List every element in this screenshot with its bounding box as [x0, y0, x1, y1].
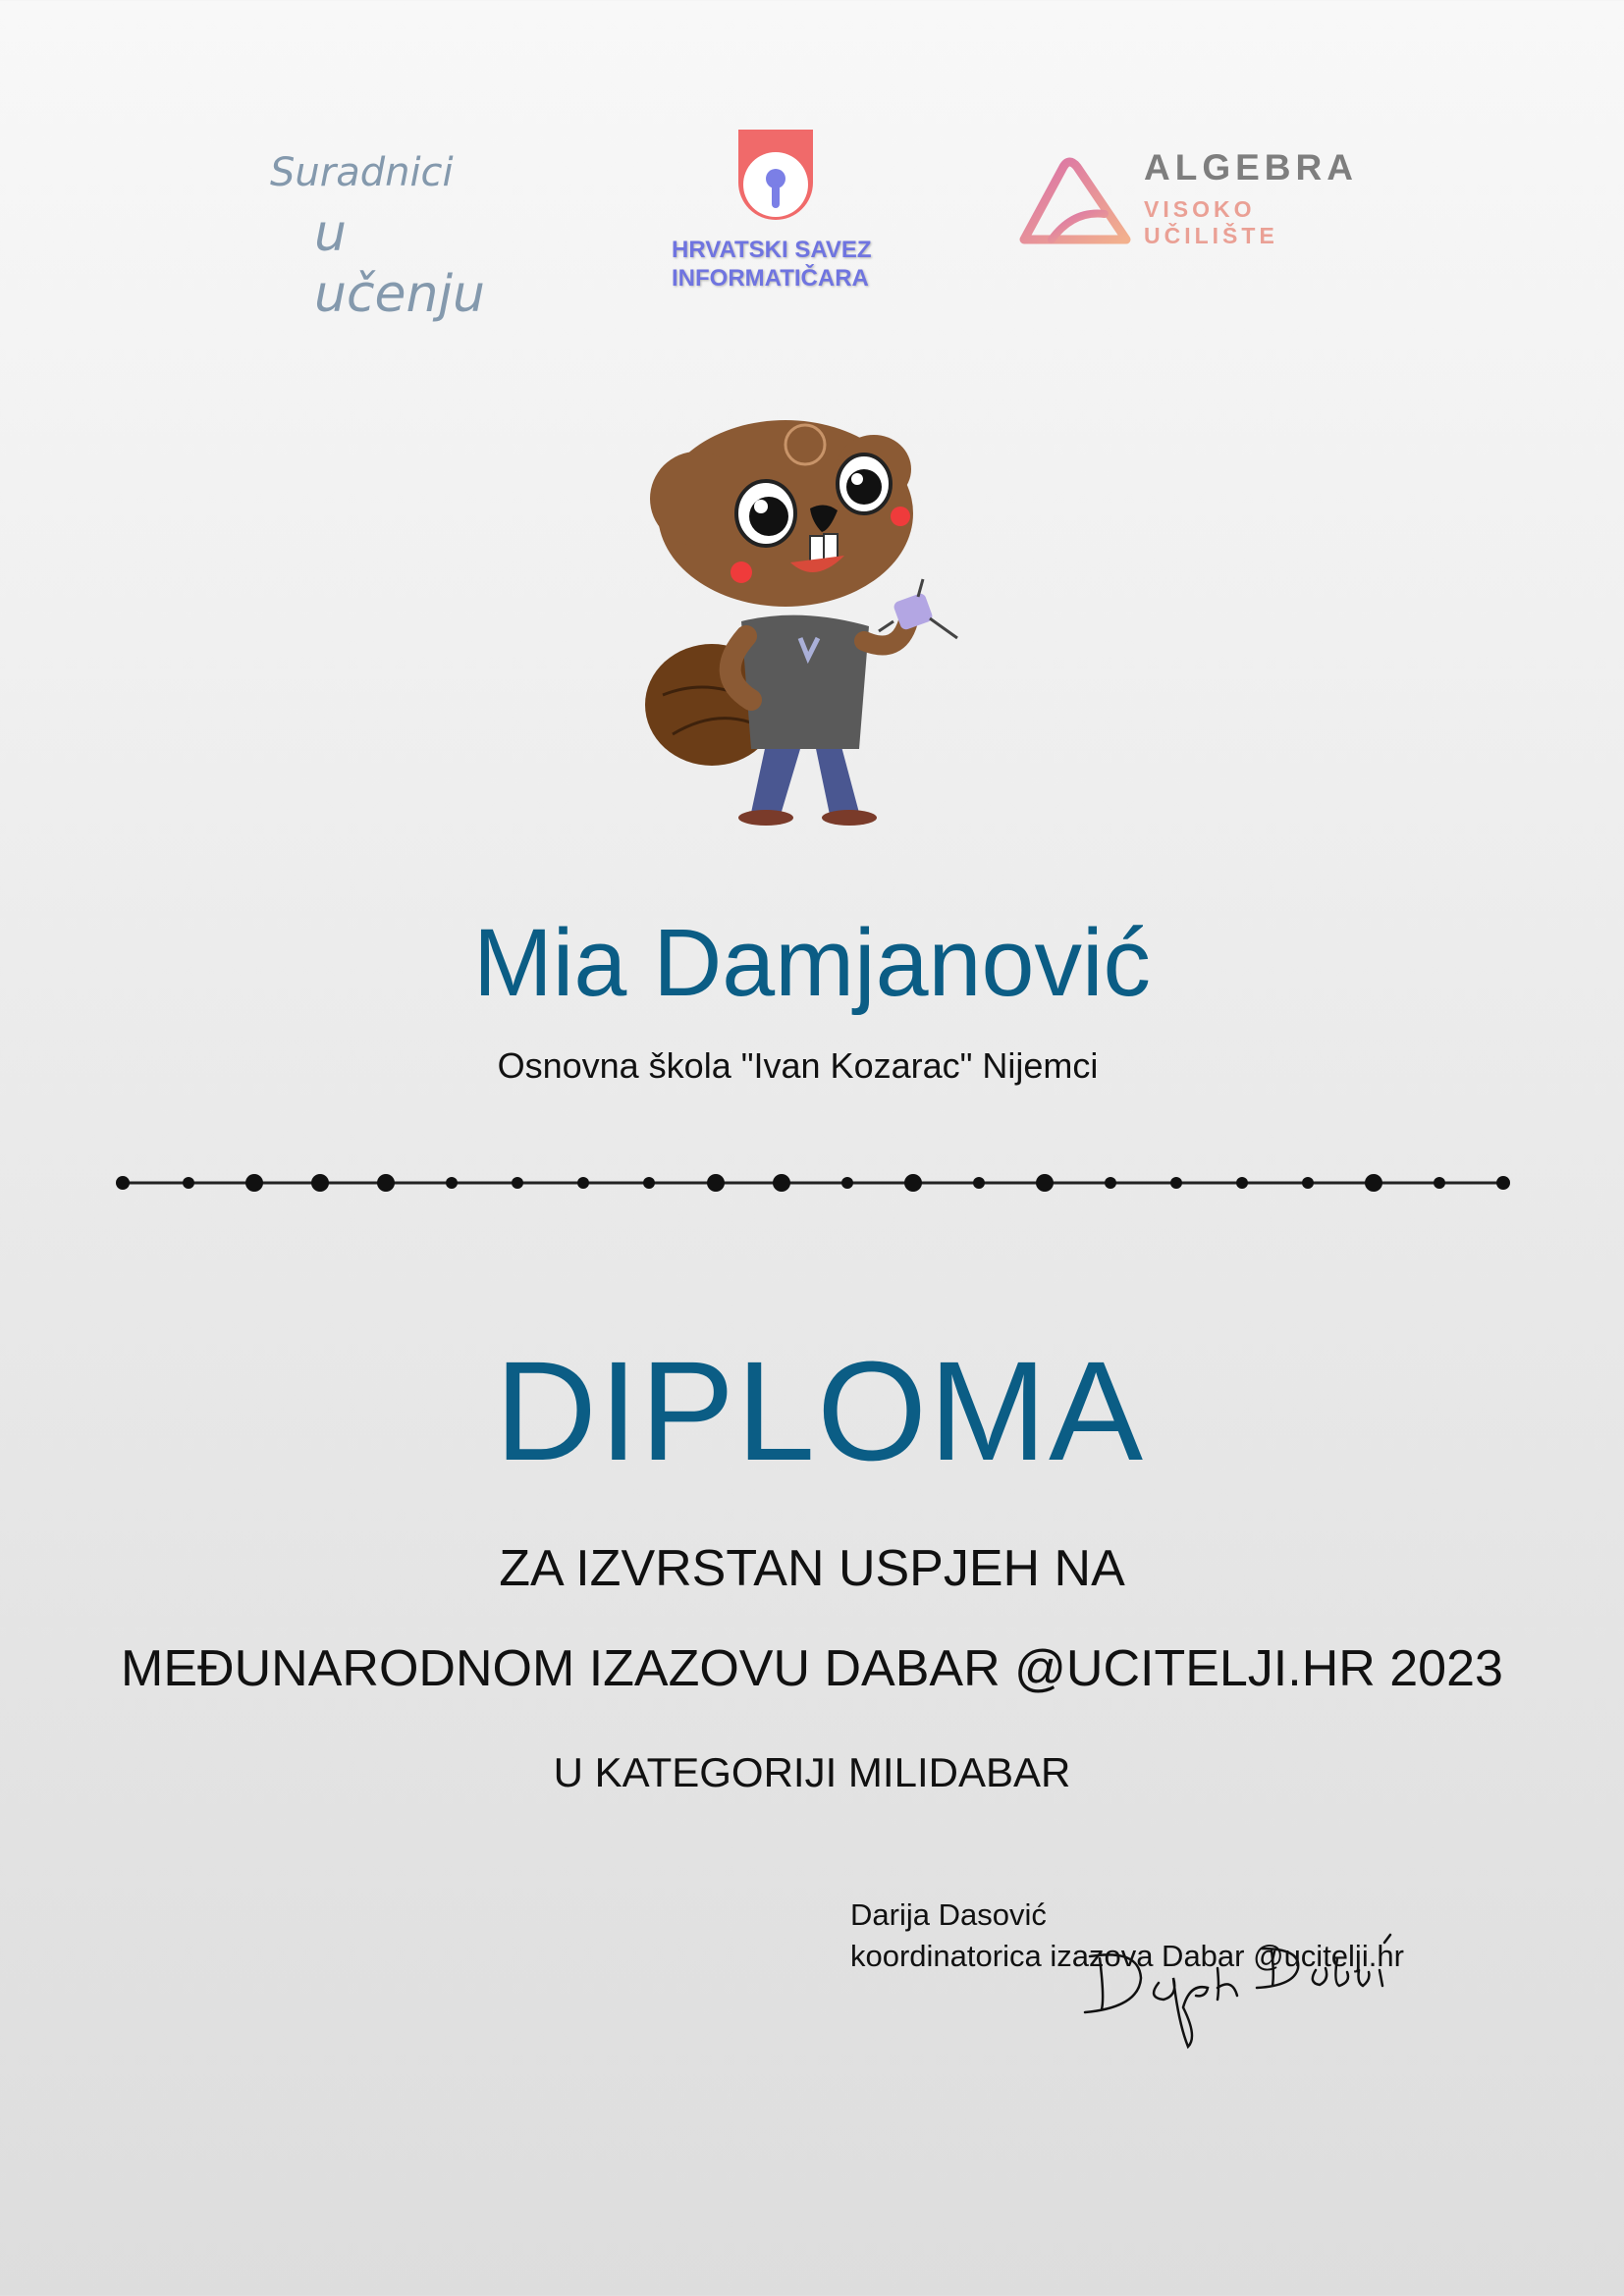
algebra-sub1: VISOKO — [1144, 196, 1256, 222]
recipient-school: Osnovna škola "Ivan Kozarac" Nijemci — [497, 1045, 1099, 1086]
handwritten-signature — [1080, 1929, 1404, 2056]
award-line-1: ZA IZVRSTAN USPJEH NA — [499, 1540, 1125, 1597]
diploma-title: DIPLOMA — [494, 1332, 1146, 1490]
algebra-logo — [1016, 147, 1370, 255]
algebra-name: ALGEBRA — [1144, 147, 1358, 187]
recipient-name: Mia Damjanović — [473, 909, 1151, 1016]
signatory-role: koordinatorica izazova Dabar @ucitelji.hr — [850, 1939, 1404, 1973]
suradnici-line1: Suradnici — [270, 150, 454, 195]
hsin-logo — [658, 126, 893, 293]
algebra-triangle-icon — [1016, 155, 1136, 248]
hsin-line2: INFORMATIČARA — [672, 265, 869, 292]
dotted-divider — [113, 1168, 1513, 1198]
beaver-mascot — [643, 410, 977, 837]
keyhole-icon — [727, 126, 825, 224]
beaver-mascot-icon — [643, 410, 977, 832]
award-line-2: MEĐUNARODNOM IZAZOVU DABAR @UCITELJI.HR 2023 — [121, 1640, 1503, 1697]
award-category: U KATEGORIJI MILIDABAR — [553, 1749, 1071, 1795]
algebra-sub2: UČILIŠTE — [1144, 223, 1278, 248]
suradnici-line2: u učenju — [314, 204, 485, 324]
signatory-name: Darija Dasović — [850, 1897, 1047, 1932]
hsin-line1: HRVATSKI SAVEZ — [672, 237, 872, 263]
suradnici-logo — [270, 142, 506, 325]
